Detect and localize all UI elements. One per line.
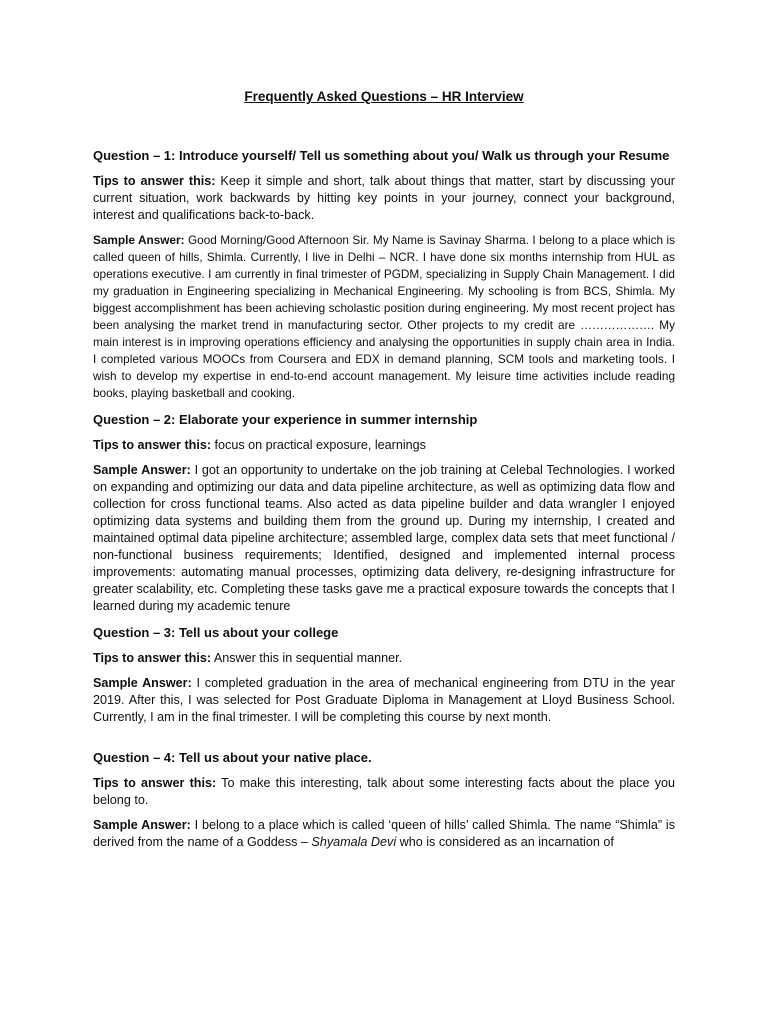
- tips-label: Tips to answer this:: [93, 174, 216, 188]
- sample-answer-label: Sample Answer:: [93, 463, 191, 477]
- sample-answer-label: Sample Answer:: [93, 676, 192, 690]
- question-1-sample-answer: [93, 232, 675, 402]
- question-3-tips: [93, 650, 675, 667]
- sample-answer-label: Sample Answer:: [93, 818, 191, 832]
- question-4-sample-answer: [93, 817, 675, 851]
- question-2-sample-answer: [93, 462, 675, 615]
- tips-text: To make this interesting, talk about some interesting facts about the place you belong to.: [93, 776, 676, 807]
- tips-text: Answer this in sequential manner.: [211, 651, 403, 665]
- question-3-heading: Question – 3: Tell us about your college: [93, 625, 339, 640]
- sample-answer-label: Sample Answer:: [93, 233, 185, 247]
- question-2-tips: [93, 437, 675, 454]
- tips-text: focus on practical exposure, learnings: [211, 438, 426, 452]
- question-1-heading: Question – 1: Introduce yourself/ Tell us something about you/ Walk us through your Resume: [93, 148, 670, 163]
- tips-label: Tips to answer this:: [93, 651, 212, 665]
- goddess-name: Shyamala Devi: [311, 835, 397, 849]
- sample-answer-text: I completed graduation in the area of mechanical engineering from DTU in the year 2019. After this, I was selected for Post Graduate Diploma in Management at Lloyd Business School. Currently, I am in the final trimester. I will be completing this course by next month.: [93, 676, 675, 724]
- sample-answer-text: I belong to a place which is called ‘queen of hills’ called Shimla. The name “Shimla” is derived from the name of a Goddess –: [93, 818, 676, 849]
- tips-label: Tips to answer this:: [93, 776, 217, 790]
- document-title: Frequently Asked Questions – HR Interview: [244, 89, 524, 104]
- question-2-heading: Question – 2: Elaborate your experience in summer internship: [93, 412, 478, 427]
- section-spacer: [93, 734, 675, 748]
- sample-answer-text: Good Morning/Good Afternoon Sir. My Name is Savinay Sharma. I belong to a place which is called queen of hills, Shimla. Currently, I live in Delhi – NCR. I have done six months internship from HUL as operations executive. I am currently in final trimester of PGDM, specializing in Supply Chain Management. I did my graduation in Engineering specializing in Mechanical Engineering. My schooling is from BCS, Shimla. My biggest accomplishment has been achieving scholastic position during engineering. My most recent project has been analysing the market trend in manufacturing sector. Other projects to my credit are ………………. My main interest is in improving operations efficiency and analysing the opportunities in supply chain area in India. I completed various MOOCs from Coursera and EDX in demand planning, SCM tools and marketing tools. I wish to develop my expertise in end-to-end account management. My leisure time activities include reading books, playing basketball and cooking.: [93, 233, 675, 400]
- tips-text: Keep it simple and short, talk about things that matter, start by discussing your current situation, work backwards by hitting key points in your journey, connect your background, interest and qualifications back-to-back.: [93, 174, 675, 222]
- sample-answer-text-continued: who is considered as an incarnation of: [396, 835, 614, 849]
- tips-label: Tips to answer this:: [93, 438, 212, 452]
- question-3-sample-answer: [93, 675, 675, 726]
- question-4-tips: [93, 775, 675, 809]
- question-1-tips: [93, 173, 675, 224]
- question-4-heading: Question – 4: Tell us about your native place.: [93, 750, 372, 765]
- sample-answer-text: I got an opportunity to undertake on the job training at Celebal Technologies. I worked on expanding and optimizing our data and data pipeline architecture, as well as optimizing data flow and collection for cross functional teams. Also acted as data pipeline builder and data wrangler I enjoyed optimizing data systems and building them from the ground up. During my internship, I created and maintained optimal data pipeline architecture; assembled large, complex data sets that meet functional / non-functional business requirements; Identified, designed and implemented internal process improvements: automating manual processes, optimizing data delivery, re-designing infrastructure for greater scalability, etc. Completing these tasks gave me a practical exposure towards the concepts that I learned during my academic tenure: [93, 463, 676, 613]
